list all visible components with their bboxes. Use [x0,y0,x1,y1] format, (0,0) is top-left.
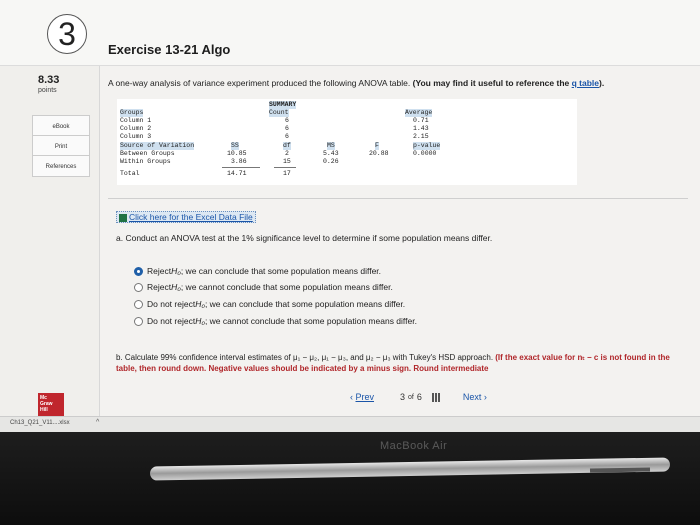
download-bar [0,416,700,432]
q-table-link[interactable]: q table [571,78,600,88]
downloaded-file[interactable]: Ch13_Q21_V11....xlsx [10,420,70,426]
ss-value: 10.85 [227,150,247,157]
group-count: 6 [285,133,289,140]
ss-header: SS [231,142,239,149]
p-value: 0.0000 [413,150,437,157]
question-header [0,0,700,66]
group-average: 0.71 [413,117,429,124]
df-value: 17 [283,170,291,177]
ms-header: MS [327,142,335,149]
anova-table [117,99,577,185]
df-value: 15 [283,158,291,165]
group-count: 6 [285,117,289,124]
groups-header: Groups [120,109,144,116]
laptop-bezel [0,432,700,525]
option-4[interactable] [134,316,417,326]
excel-data-link[interactable] [116,211,256,223]
option-prefix: Do not reject [147,316,196,326]
option-prefix: Reject [147,266,172,276]
prompt-text: A one-way analysis of variance experiment produced the following ANOVA table. [108,78,413,88]
next-label: Next [462,392,482,402]
excel-link-text: Click here for the Excel Data File [129,212,253,222]
option-3[interactable] [134,299,405,309]
prev-button[interactable]: ‹ Prev [350,392,375,402]
option-prefix: Do not reject [147,299,196,309]
df-value: 2 [285,150,289,157]
current-page: 3 [400,392,406,402]
source-header: Source of Variation [120,142,195,149]
option-prefix: Reject [147,282,172,292]
radio-button-selected[interactable] [134,267,143,276]
logo-line: Mc [40,395,47,401]
summary-header: SUMMARY [269,101,297,108]
option-text: ; we cannot conclude that some population means differ. [180,282,393,292]
group-average: 1.43 [413,125,429,132]
source-name: Total [120,170,140,177]
of-label: of [408,393,414,401]
f-value: 20.88 [369,150,389,157]
section-divider [108,198,688,199]
option-text: ; we can conclude that some population means differ. [204,299,406,309]
table-rule [222,167,260,168]
h0-symbol: H₀ [171,282,181,292]
ebook-button[interactable]: eBook [32,115,90,137]
ms-value: 0.26 [323,158,339,165]
logo-line: Hill [40,407,48,413]
grid-icon[interactable] [432,393,441,402]
group-average: 2.15 [413,133,429,140]
ms-value: 5.43 [323,150,339,157]
source-name: Between Groups [120,150,175,157]
group-name: Column 3 [120,133,152,140]
h0-symbol: H₀ [195,299,205,309]
part-b-instructions: (If the exact value for nₜ − c is not found in the table, then round down. Negative values should be indicated by a minus sign. Round intermediate [116,353,670,373]
h0-symbol: H₀ [171,266,181,276]
points-value: 8.33 [38,74,60,86]
group-count: 6 [285,125,289,132]
radio-button[interactable] [134,317,143,326]
part-b-question [116,352,686,374]
group-name: Column 1 [120,117,152,124]
radio-button[interactable] [134,300,143,309]
prev-label: Prev [355,392,375,402]
pvalue-header: p-value [413,142,441,149]
df-header: df [283,142,291,149]
option-text: ; we can conclude that some population means differ. [180,266,382,276]
option-2[interactable] [134,282,393,292]
print-button[interactable]: Print [32,135,90,157]
exercise-title: Exercise 13-21 Algo [108,42,231,57]
f-header: F [375,142,379,149]
source-name: Within Groups [120,158,171,165]
question-number: 3 [47,14,87,54]
ss-value: 3.86 [231,158,247,165]
total-pages: 6 [416,392,422,402]
count-header: Count [269,109,289,116]
points-label: points [38,87,57,94]
next-button[interactable]: Next › [462,392,487,402]
option-1[interactable] [134,266,381,276]
prompt-end: ). [599,78,605,88]
average-header: Average [405,109,433,116]
part-b-text: b. Calculate 99% confidence interval estimates of μ₁ − μ₂, μ₁ − μ₃, and μ₂ − μ₃ with Tukey's HSD approach. [116,353,496,362]
chevron-up-icon[interactable]: ^ [96,419,100,426]
table-rule [274,167,296,168]
ss-value: 14.71 [227,170,247,177]
prompt-bold: (You may find it useful to reference the [412,78,572,88]
radio-button[interactable] [134,283,143,292]
part-a-question: a. Conduct an ANOVA test at the 1% significance level to determine if some population means differ. [116,233,493,243]
references-button[interactable]: References [32,155,90,177]
logo-line: Graw [40,401,53,407]
option-text: ; we cannot conclude that some population means differ. [204,316,417,326]
question-prompt [108,78,688,88]
device-label: MacBook Air [380,440,448,452]
group-name: Column 2 [120,125,152,132]
question-navigation [350,392,487,402]
h0-symbol: H₀ [195,316,205,326]
excel-file-icon [119,214,127,222]
